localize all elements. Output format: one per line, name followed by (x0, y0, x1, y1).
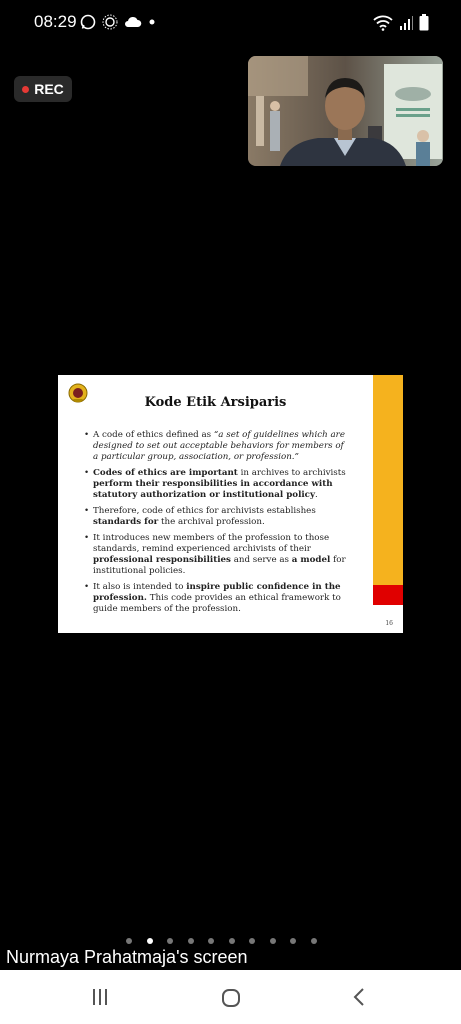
slide-bullet-text: the archival profession. (158, 517, 265, 527)
slide-bullet-text: and serve as (230, 555, 292, 565)
status-bar (0, 0, 461, 44)
page-dot[interactable] (229, 938, 235, 944)
slide-accent-red (373, 585, 403, 605)
slide-page-number: 16 (385, 620, 393, 627)
recording-label: REC (34, 81, 64, 97)
wifi-icon (373, 15, 393, 31)
whatsapp-icon (80, 14, 96, 30)
slide-bullet-text: a model (291, 555, 331, 565)
slide-accent-bar (373, 375, 403, 591)
cloud-icon (124, 15, 142, 29)
home-icon[interactable] (220, 987, 242, 1009)
page-dot[interactable] (208, 938, 214, 944)
slide-bullet-text: This code provides an ethical framework to guide members of the profession. (93, 593, 341, 614)
person-video-image (248, 56, 443, 166)
page-dot[interactable] (188, 938, 194, 944)
slide-bullet-text: in archives to archivists (237, 468, 346, 478)
page-dot[interactable] (270, 938, 276, 944)
slide-bullet-text: Codes of ethics are important (93, 468, 238, 478)
slide-bullet (84, 506, 349, 528)
slide-bullet-text: It also is intended to (93, 582, 187, 592)
back-icon[interactable] (350, 987, 370, 1007)
slide-bullet (84, 582, 349, 615)
slide-title: Kode Etik Arsiparis (144, 395, 287, 410)
slide-bullet (84, 533, 349, 577)
recording-indicator[interactable] (14, 76, 72, 102)
participant-video-thumbnail[interactable] (248, 56, 443, 166)
slide-bullet-text: inspire public confidence in the profession. (93, 582, 341, 603)
slide-bullet-list (84, 430, 349, 620)
battery-icon (419, 14, 429, 31)
slide-bullet-text: Therefore, code of ethics for archivists establishes (93, 506, 316, 516)
page-dot[interactable] (311, 938, 317, 944)
recent-apps-icon[interactable] (90, 987, 110, 1007)
slide-bullet-text: A code of ethics defined as (93, 430, 214, 440)
shared-presentation-slide (58, 375, 403, 633)
record-dot-icon (22, 86, 29, 93)
slide-bullet-text: . (315, 490, 318, 500)
navigation-bar (0, 970, 461, 1024)
page-dot[interactable] (249, 938, 255, 944)
slide-bullet-text: perform their responsibilities in accordance with statutory authorization or institutional policy (93, 479, 333, 500)
slide-bullet-text: standards for (93, 517, 159, 527)
dot-icon (148, 18, 156, 26)
page-indicator (126, 938, 317, 944)
signal-icon (399, 15, 413, 31)
slide-bullet (84, 430, 349, 463)
slide-bullet-text: It introduces new members of the profession to those standards, remind experienced archivists of their (93, 533, 330, 554)
slide-bullet (84, 468, 349, 501)
slide-bullet-text: for institutional policies. (93, 555, 346, 576)
brightness-icon (102, 14, 118, 30)
page-dot[interactable] (167, 938, 173, 944)
slide-bullet-text: “a set of guidelines which are designed to set out acceptable behaviors for members of a particular group, association, or profession.” (93, 430, 345, 462)
status-time: 08:29 (34, 12, 77, 31)
page-dot[interactable] (126, 938, 132, 944)
page-dot[interactable] (290, 938, 296, 944)
screen-share-label: Nurmaya Prahatmaja's screen (6, 947, 248, 967)
slide-bullet-text: professional responsibilities (93, 555, 231, 565)
page-dot[interactable] (147, 938, 153, 944)
